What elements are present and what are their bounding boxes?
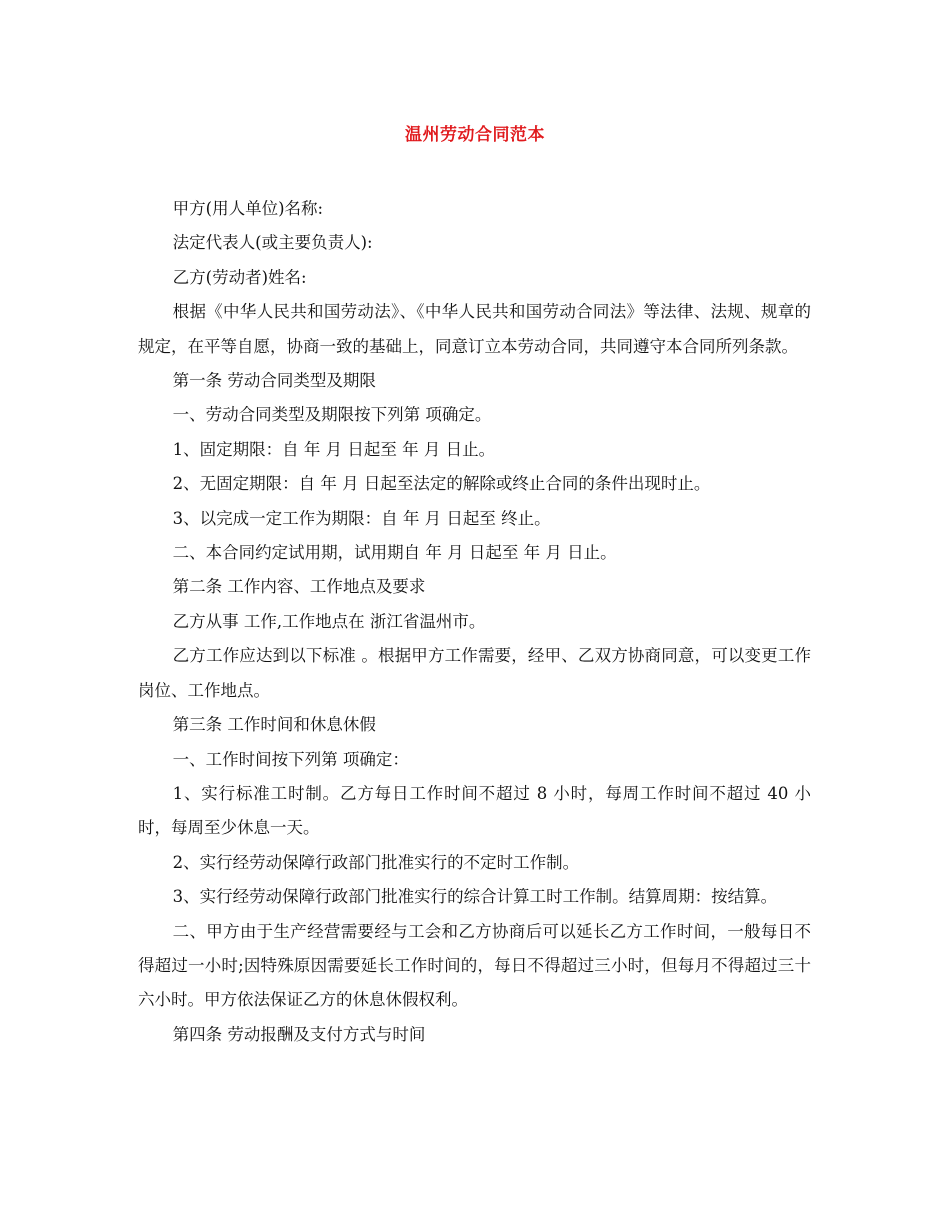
paragraph-flexible-hours: 2、实行经劳动保障行政部门批准实行的不定时工作制。 [172, 852, 580, 872]
paragraph-party-b-name: 乙方(劳动者)姓名: [172, 267, 307, 287]
heading-article-1: 第一条 劳动合同类型及期限 [172, 371, 376, 391]
heading-article-3: 第三条 工作时间和休息休假 [172, 715, 376, 735]
paragraph-open-ended-term: 2、无固定期限：自 年 月 日起至法定的解除或终止合同的条件出现时止。 [172, 474, 711, 494]
paragraph-legal-representative: 法定代表人(或主要负责人): [172, 233, 373, 253]
heading-article-4: 第四条 劳动报酬及支付方式与时间 [172, 1024, 426, 1044]
paragraph-fixed-term: 1、固定期限：自 年 月 日起至 年 月 日止。 [172, 439, 496, 459]
paragraph-comprehensive-hours: 3、实行经劳动保障行政部门批准实行的综合计算工时工作制。结算周期：按结算。 [172, 887, 778, 907]
paragraph-standard-hours: 1、实行标准工时制。乙方每日工作时间不超过 8 小时，每周工作时间不超过 40 小时，每周至少休息一天。 [138, 783, 811, 838]
paragraph-work-standard: 乙方工作应达到以下标准 。根据甲方工作需要，经甲、乙双方协商同意，可以变更工作岗位、工作地点。 [138, 646, 811, 700]
document-body [138, 192, 811, 1052]
paragraph-preamble: 根据《中华人民共和国劳动法》、《中华人民共和国劳动合同法》等法律、法规、规章的规定，在平等自愿，协商一致的基础上，同意订立本劳动合同，共同遵守本合同所列条款。 [138, 302, 811, 356]
heading-article-2: 第二条 工作内容、工作地点及要求 [172, 577, 426, 597]
paragraph-contract-type-selection: 一、劳动合同类型及期限按下列第 项确定。 [172, 405, 492, 425]
document-title: 温州劳动合同范本 [405, 125, 545, 145]
paragraph-task-based-term: 3、以完成一定工作为期限：自 年 月 日起至 终止。 [172, 508, 551, 528]
paragraph-overtime: 二、甲方由于生产经营需要经与工会和乙方协商后可以延长乙方工作时间，一般每日不得超过一小时;因特殊原因需要延长工作时间的，每日不得超过三小时，但每月不得超过三十六小时。甲方依法保证乙方的休息休假权利。 [138, 921, 811, 1010]
paragraph-working-hours-selection: 一、工作时间按下列第 项确定： [172, 749, 409, 769]
paragraph-party-a-name: 甲方(用人单位)名称: [172, 199, 324, 218]
paragraph-job-and-location: 乙方从事 工作,工作地点在 浙江省温州市。 [172, 611, 486, 631]
paragraph-probation-period: 二、本合同约定试用期，试用期自 年 月 日起至 年 月 日止。 [172, 543, 617, 563]
